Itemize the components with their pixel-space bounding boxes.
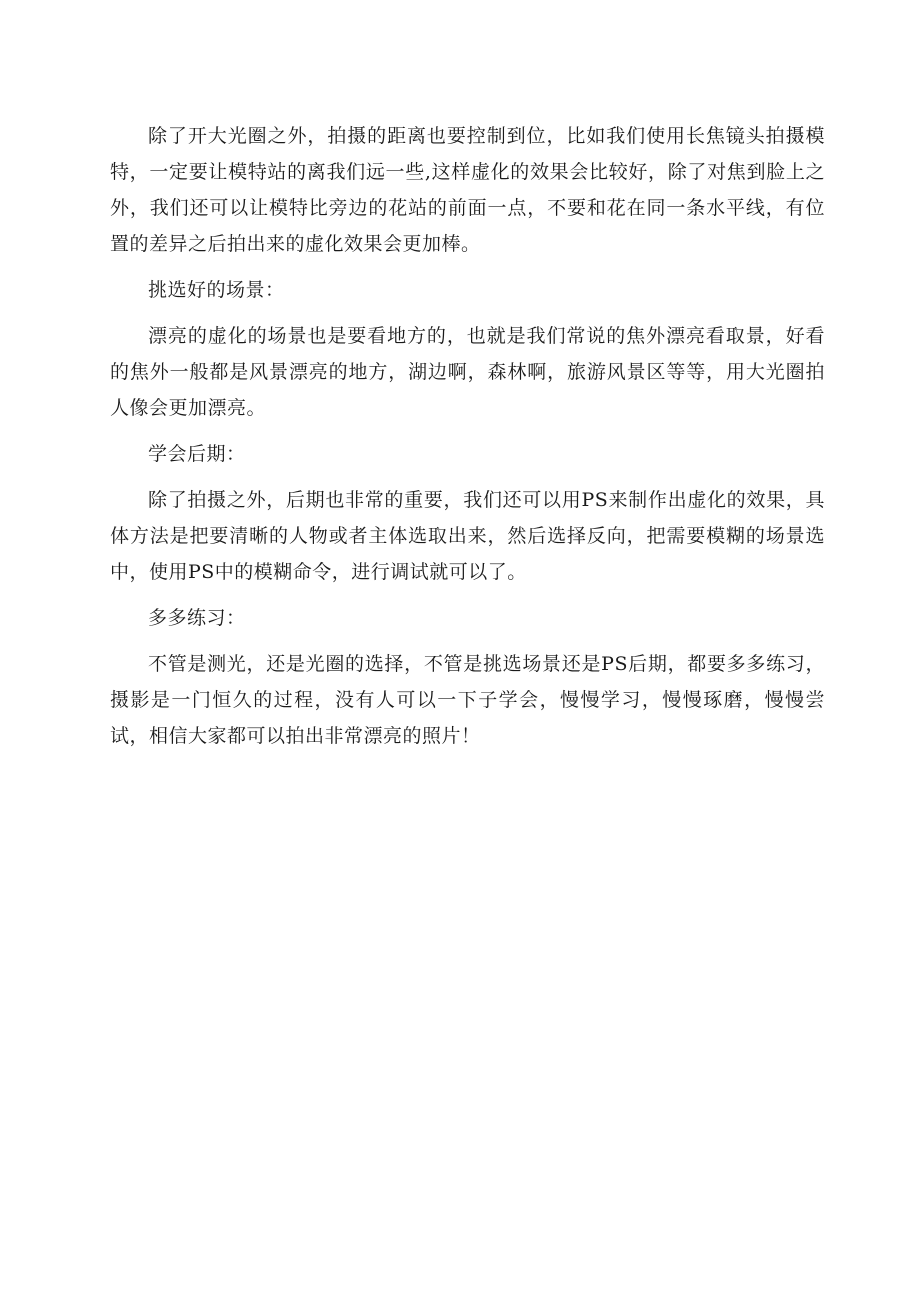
heading-practice: 多多练习：: [148, 607, 246, 629]
heading-choose-scene: 挑选好的场景：: [148, 279, 285, 301]
paragraph-distance-control: 除了开大光圈之外，拍摄的距离也要控制到位，比如我们使用长焦镜头拍摄模特，一定要让模特站的离我们远一些,这样虚化的效果会比较好，除了对焦到脸上之外，我们还可以让模特比旁边的花站的前面一点，不要和花在同一条水平线，有位置的差异之后拍出来的虚化效果会更加棒。: [110, 125, 825, 255]
paragraph-post-processing: 除了拍摄之外，后期也非常的重要，我们还可以用PS来制作出虚化的效果，具体方法是把要清晰的人物或者主体选取出来，然后选择反向，把需要模糊的场景选中，使用PS中的模糊命令，进行调试就可以了。: [110, 489, 825, 583]
document-body: [110, 118, 825, 764]
paragraph-practice: 不管是测光，还是光圈的选择，不管是挑选场景还是PS后期，都要多多练习，摄影是一门恒久的过程，没有人可以一下子学会，慢慢学习，慢慢琢磨，慢慢尝试，相信大家都可以拍出非常漂亮的照片！: [110, 653, 825, 747]
paragraph-scene: 漂亮的虚化的场景也是要看地方的，也就是我们常说的焦外漂亮看取景，好看的焦外一般都是风景漂亮的地方，湖边啊，森林啊，旅游风景区等等，用大光圈拍人像会更加漂亮。: [110, 325, 825, 419]
heading-post-processing: 学会后期：: [148, 443, 246, 465]
